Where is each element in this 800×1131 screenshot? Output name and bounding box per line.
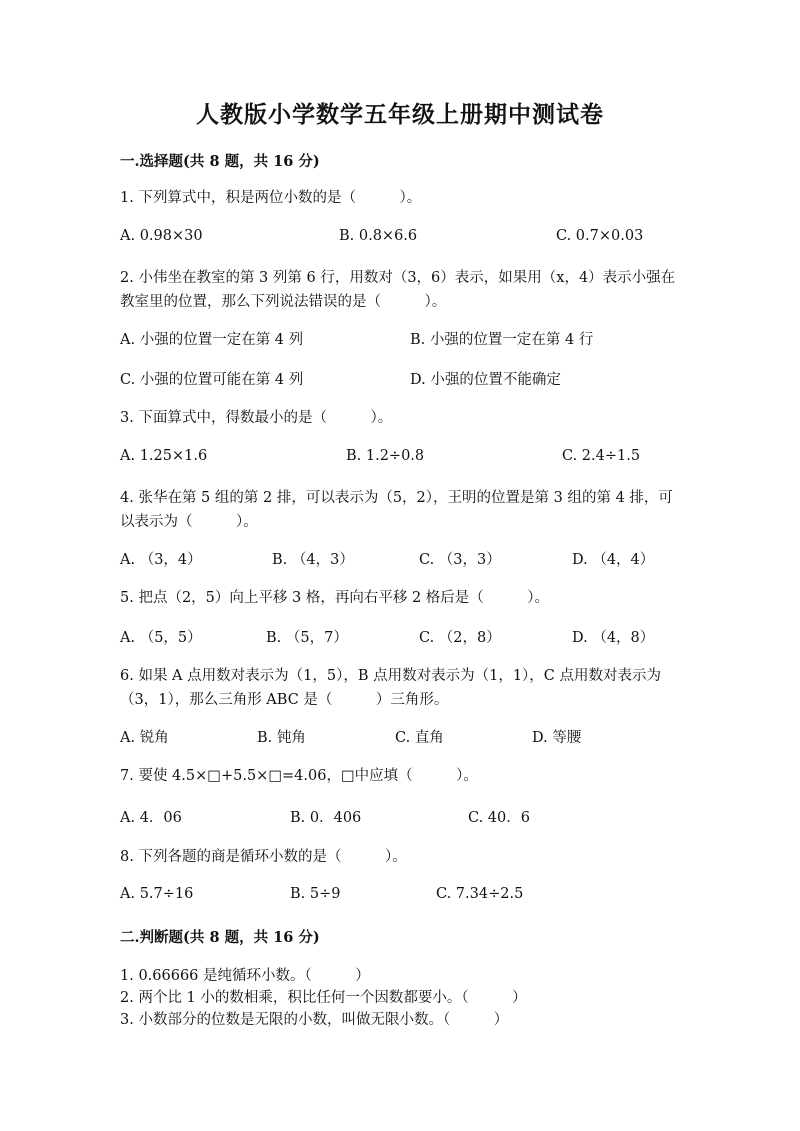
question-1: 1. 下列算式中，积是两位小数的是（ ）。	[120, 190, 422, 206]
q4-option-a: A. （3，4）	[120, 552, 202, 568]
page-title: 人教版小学数学五年级上册期中测试卷	[196, 101, 604, 128]
q7-option-b: B. 0．406	[290, 810, 362, 826]
q2-option-d: D. 小强的位置不能确定	[410, 372, 561, 388]
q4-option-b: B. （4，3）	[272, 552, 354, 568]
q2-option-c: C. 小强的位置可能在第 4 列	[120, 372, 304, 388]
q4-option-c: C. （3，3）	[419, 552, 501, 568]
q5-option-d: D. （4，8）	[572, 630, 655, 646]
q3-option-b: B. 1.2÷0.8	[346, 448, 425, 464]
question-7: 7. 要使 4.5×□+5.5×□=4.06，□中应填（ ）。	[120, 768, 478, 784]
q8-option-b: B. 5÷9	[290, 886, 341, 902]
judgment-item-1: 1. 0.66666 是纯循环小数。（ ）	[120, 968, 370, 984]
judgment-item-3: 3. 小数部分的位数是无限的小数，叫做无限小数。（ ）	[120, 1012, 509, 1028]
q6-option-d: D. 等腰	[532, 730, 582, 746]
q6-option-a: A. 锐角	[120, 730, 169, 746]
q6-option-c: C. 直角	[395, 730, 444, 746]
section-heading-judgment: 二.判断题(共 8 题，共 16 分)	[120, 929, 320, 946]
q1-option-a: A. 0.98×30	[120, 228, 203, 244]
q1-option-b: B. 0.8×6.6	[339, 228, 418, 244]
question-2: 2. 小伟坐在教室的第 3 列第 6 行，用数对（3，6）表示，如果用（x，4）表示小强在教室里的位置，那么下列说法错误的是（ ）。	[120, 270, 676, 310]
q8-option-a: A. 5.7÷16	[120, 886, 194, 902]
judgment-item-2: 2. 两个比 1 小的数相乘，积比任何一个因数都要小。（ ）	[120, 990, 527, 1006]
q2-option-a: A. 小强的位置一定在第 4 列	[120, 332, 304, 348]
q1-option-c: C. 0.7×0.03	[556, 228, 644, 244]
q5-option-c: C. （2，8）	[419, 630, 501, 646]
question-4: 4. 张华在第 5 组的第 2 排，可以表示为（5，2），王明的位置是第 3 组的第 4 排，可以表示为（ ）。	[120, 490, 673, 530]
question-3: 3. 下面算式中，得数最小的是（ ）。	[120, 410, 393, 426]
q2-option-b: B. 小强的位置一定在第 4 行	[410, 332, 594, 348]
section-heading-choice: 一.选择题(共 8 题，共 16 分)	[120, 153, 320, 170]
q5-option-b: B. （5，7）	[266, 630, 348, 646]
q4-option-d: D. （4，4）	[572, 552, 655, 568]
q6-option-b: B. 钝角	[257, 730, 306, 746]
question-5: 5. 把点（2，5）向上平移 3 格，再向右平移 2 格后是（ ）。	[120, 590, 550, 606]
q3-option-a: A. 1.25×1.6	[120, 448, 208, 464]
q3-option-c: C. 2.4÷1.5	[562, 448, 641, 464]
q8-option-c: C. 7.34÷2.5	[436, 886, 524, 902]
q7-option-a: A. 4．06	[120, 810, 182, 826]
question-8: 8. 下列各题的商是循环小数的是（ ）。	[120, 849, 407, 865]
q7-option-c: C. 40．6	[468, 810, 530, 826]
question-6: 6. 如果 A 点用数对表示为（1，5），B 点用数对表示为（1，1），C 点用数对表示为（3，1），那么三角形 ABC 是（ ）三角形。	[120, 668, 662, 708]
q5-option-a: A. （5，5）	[120, 630, 202, 646]
